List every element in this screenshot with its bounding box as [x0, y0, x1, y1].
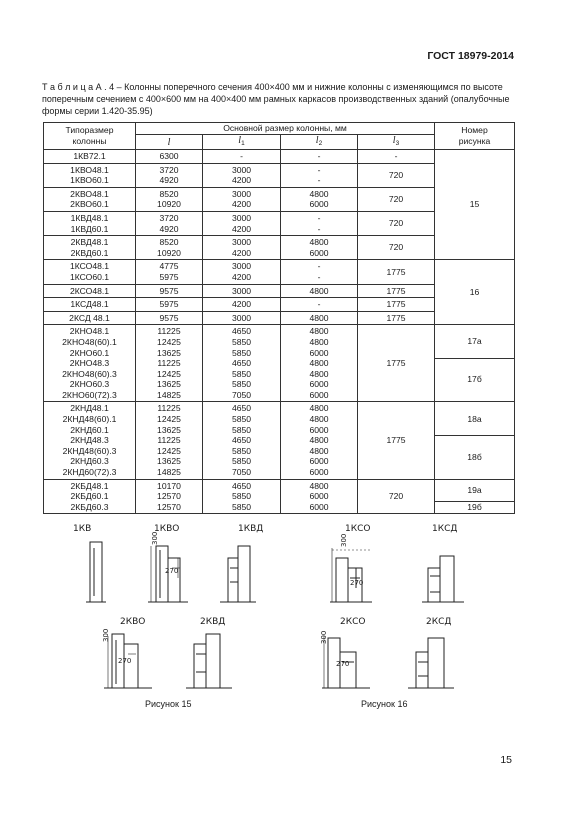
cell-value: 720 — [388, 491, 404, 502]
cell-value: 3000 — [231, 188, 252, 199]
header-l1: $l_1$ — [203, 135, 281, 150]
cell-value: - — [394, 151, 398, 161]
cell-value: 5850 — [231, 445, 252, 456]
cell-value: 13625 — [157, 456, 181, 467]
cell-l — [136, 402, 203, 479]
cell-value: 7050 — [231, 467, 252, 478]
cell-value: 1775 — [386, 358, 406, 369]
cell-value: 4920 — [159, 175, 179, 186]
cell-value: 5975 — [159, 271, 179, 282]
cell-value: 1КСО48.1 — [69, 261, 110, 272]
cell-l1 — [203, 236, 281, 260]
cell-value: 3000 — [231, 237, 252, 248]
cell-l — [136, 284, 203, 298]
table-row — [44, 150, 515, 164]
cell-value: 4650 — [231, 403, 252, 414]
cell-l2 — [281, 402, 358, 479]
cell-value: 1КСД48.1 — [70, 299, 109, 310]
cell-value: 4800 — [309, 445, 329, 456]
cell-l3 — [358, 311, 435, 325]
figure-number: 19а — [435, 480, 514, 502]
table-row — [44, 402, 515, 479]
cell-value: 2КСО48.1 — [69, 285, 110, 296]
cell-figure — [435, 479, 515, 514]
cell-value: 4200 — [231, 223, 252, 234]
column-1ksd-drawing — [422, 556, 464, 602]
cell-value: 4800 — [309, 403, 329, 414]
cell-value: - — [317, 271, 321, 282]
cell-value: 720 — [388, 242, 404, 253]
cell-value: 4200 — [231, 199, 252, 210]
cell-l1 — [203, 479, 281, 514]
table-row — [44, 260, 515, 284]
cell-value: 12425 — [157, 368, 181, 379]
dim-300-row2-fig15: 300 — [102, 628, 110, 642]
figure-number: 17б — [467, 374, 482, 385]
cell-type — [44, 260, 136, 284]
cell-value: - — [317, 175, 321, 186]
cell-value: 4800 — [309, 188, 329, 199]
cell-value: 11225 — [157, 403, 181, 414]
cell-l2 — [281, 311, 358, 325]
label-1kv: 1КВ — [73, 524, 92, 534]
cell-type — [44, 211, 136, 235]
cell-value: 12425 — [157, 336, 181, 347]
cell-l1 — [203, 187, 281, 211]
dim-300-row2-fig16: 300 — [320, 630, 328, 644]
cell-value: 4800 — [309, 312, 329, 323]
cell-value: 2КНД60(72).3 — [62, 467, 117, 478]
cell-value: 4800 — [309, 414, 329, 425]
cell-l2 — [281, 298, 358, 312]
cell-value: 10170 — [157, 480, 181, 491]
cell-l2 — [281, 260, 358, 284]
cell-value: 2КНД48.1 — [70, 403, 109, 414]
cell-l — [136, 311, 203, 325]
cell-type — [44, 236, 136, 260]
label-1ksd: 1КСД — [432, 524, 458, 534]
cell-value: - — [317, 212, 321, 223]
dim-270-row2-fig15: 270 — [118, 657, 132, 665]
cell-l3 — [358, 187, 435, 211]
cell-type — [44, 298, 136, 312]
cell-value: 4800 — [309, 237, 329, 248]
cell-value: 5850 — [231, 379, 252, 390]
header-l3: $l_3$ — [358, 135, 435, 150]
cell-value: 2КНД60.3 — [70, 456, 109, 467]
cell-l3 — [358, 150, 435, 164]
cell-value: 1КСО60.1 — [69, 271, 110, 282]
cell-value: 2КНД48.3 — [70, 435, 109, 446]
cell-l2 — [281, 163, 358, 187]
label-2ksd: 2КСД — [426, 617, 452, 627]
dim-270-fig16: 270 — [350, 579, 364, 587]
cell-l — [136, 298, 203, 312]
cell-value: 4650 — [231, 480, 252, 491]
cell-value: 1КВО60.1 — [70, 175, 109, 186]
label-1kso: 1КСО — [345, 524, 371, 534]
cell-value: 720 — [388, 194, 404, 205]
cell-value: 3720 — [159, 164, 179, 175]
cell-value: 11225 — [157, 435, 181, 446]
cell-l1 — [203, 325, 281, 402]
header-main-size: Основной размер колонны, мм — [136, 123, 435, 135]
header-l2: $l_2$ — [281, 135, 358, 150]
cell-value: 4200 — [231, 271, 252, 282]
cell-value: 5975 — [159, 299, 179, 310]
cell-l — [136, 163, 203, 187]
cell-value: 10920 — [157, 247, 181, 258]
cell-value: 13625 — [157, 424, 181, 435]
figure-number: 19б — [467, 502, 482, 513]
cell-value: 12425 — [157, 414, 181, 425]
cell-l1 — [203, 260, 281, 284]
cell-type — [44, 163, 136, 187]
dim-300-fig15: 300 — [151, 531, 159, 545]
cell-value: 6000 — [309, 501, 329, 512]
page-number: 15 — [500, 754, 512, 766]
figure-row-2-drawing — [90, 630, 480, 696]
cell-value: 2КНО48.3 — [69, 358, 110, 369]
cell-value: 4800 — [309, 285, 329, 296]
dim-270-row2-fig16: 270 — [336, 660, 350, 668]
cell-value: 4200 — [231, 175, 252, 186]
cell-figure: 16 — [435, 260, 515, 325]
cell-value: 6000 — [309, 199, 329, 210]
cell-l3 — [358, 479, 435, 514]
cell-value: - — [317, 151, 321, 161]
cell-l1 — [203, 163, 281, 187]
cell-type — [44, 311, 136, 325]
cell-l1 — [203, 150, 281, 164]
cell-value: 1775 — [386, 266, 406, 277]
cell-value: 4800 — [309, 326, 329, 337]
cell-value: 2КВО60.1 — [70, 199, 109, 210]
cell-value: 6000 — [309, 347, 329, 358]
column-1kv-drawing — [86, 542, 106, 602]
column-1kvd-drawing — [220, 546, 256, 602]
cell-value: 13625 — [157, 379, 181, 390]
cell-value: 5850 — [231, 414, 252, 425]
cell-l1 — [203, 211, 281, 235]
cell-figure — [435, 325, 515, 402]
figure-16-caption: Рисунок 16 — [361, 699, 408, 709]
cell-value: 4200 — [231, 299, 252, 310]
cell-value: 8520 — [159, 237, 179, 248]
header-l: l — [136, 135, 203, 150]
cell-l3 — [358, 298, 435, 312]
cell-value: 11225 — [157, 358, 181, 369]
cell-type — [44, 325, 136, 402]
cell-l2 — [281, 284, 358, 298]
column-1kso-drawing — [330, 548, 372, 602]
cell-value: 5850 — [231, 456, 252, 467]
cell-value: 3000 — [231, 164, 252, 175]
table-caption-label: Т а б л и ц а А . 4 — [42, 82, 115, 92]
cell-l — [136, 325, 203, 402]
cell-value: 4800 — [309, 480, 329, 491]
cell-value: 5850 — [231, 368, 252, 379]
cell-value: 720 — [388, 218, 404, 229]
cell-value: 12570 — [157, 501, 181, 512]
cell-value: 3000 — [231, 285, 252, 296]
cell-value: 2КБД48.1 — [70, 480, 109, 491]
cell-value: 1КВО48.1 — [70, 164, 109, 175]
cell-l — [136, 211, 203, 235]
figure-number: 17а — [435, 326, 514, 359]
cell-value: 2КНО60.1 — [69, 347, 110, 358]
cell-value: 2КВД60.1 — [70, 247, 109, 258]
cell-value: 3720 — [159, 212, 179, 223]
cell-l2 — [281, 211, 358, 235]
cell-value: 2КБД60.1 — [70, 491, 109, 502]
cell-value: 5850 — [231, 491, 252, 502]
column-2ksd-drawing — [408, 638, 454, 688]
cell-l3 — [358, 402, 435, 479]
cell-value: 4650 — [231, 435, 252, 446]
cell-value: 6000 — [309, 467, 329, 478]
table-body — [44, 150, 515, 514]
column-2kvd-drawing — [186, 634, 232, 688]
cell-value: 5850 — [231, 347, 252, 358]
cell-value: 4800 — [309, 336, 329, 347]
figure-15-caption: Рисунок 15 — [145, 699, 192, 709]
cell-l3 — [358, 260, 435, 284]
cell-value: 5850 — [231, 336, 252, 347]
cell-value: 1775 — [386, 285, 406, 296]
cell-value: 6000 — [309, 424, 329, 435]
cell-l2 — [281, 187, 358, 211]
cell-l1 — [203, 311, 281, 325]
cell-value: 4920 — [159, 223, 179, 234]
cell-value: 8520 — [159, 188, 179, 199]
cell-type — [44, 150, 136, 164]
cell-value: 1КВД60.1 — [70, 223, 109, 234]
cell-value: 6000 — [309, 379, 329, 390]
cell-l3 — [358, 211, 435, 235]
table-row — [44, 325, 515, 402]
cell-value: 3000 — [231, 212, 252, 223]
cell-l2 — [281, 325, 358, 402]
cell-value: 1КВ72.1 — [73, 151, 106, 161]
cell-value: 6000 — [309, 456, 329, 467]
cell-l — [136, 260, 203, 284]
cell-value: 6300 — [159, 151, 179, 161]
label-1kvd: 1КВД — [238, 524, 264, 534]
cell-value: 2КНО48(60).1 — [62, 336, 117, 347]
cell-value: 2КНД60.1 — [70, 424, 109, 435]
cell-value: 5850 — [231, 501, 252, 512]
label-2kvo: 2КВО — [120, 617, 146, 627]
cell-value: - — [317, 164, 321, 175]
dim-270-fig15: 270 — [165, 567, 179, 575]
cell-value: 2КНД48(60).1 — [62, 414, 117, 425]
cell-l2 — [281, 479, 358, 514]
cell-value: 4800 — [309, 368, 329, 379]
table-caption-text: – Колонны поперечного сечения 400×400 мм и нижние колонны с изменяющимся по высоте поперечным сечением с 400×600 мм на 400×400 мм рамных каркасов производственных зданий (опалубочные формы серии 1.420-35.95) — [42, 82, 510, 116]
cell-type — [44, 479, 136, 514]
cell-l3 — [358, 236, 435, 260]
cell-value: 6000 — [309, 491, 329, 502]
cell-type — [44, 284, 136, 298]
cell-value: 13625 — [157, 347, 181, 358]
table-row — [44, 479, 515, 514]
cell-figure: 15 — [435, 150, 515, 260]
cell-l3 — [358, 284, 435, 298]
cell-l1 — [203, 298, 281, 312]
label-2kso: 2КСО — [340, 617, 366, 627]
cell-value: 1775 — [386, 312, 406, 323]
cell-value: 2КНО48.1 — [69, 326, 110, 337]
cell-value: 2КНО60(72).3 — [62, 389, 117, 400]
cell-value: 4800 — [309, 435, 329, 446]
cell-value: 14825 — [157, 467, 181, 478]
cell-l1 — [203, 284, 281, 298]
cell-value: 3000 — [231, 312, 252, 323]
cell-value: 2КСД 48.1 — [69, 312, 110, 323]
cell-value: 2КБД60.3 — [70, 501, 109, 512]
document-code: ГОСТ 18979-2014 — [427, 50, 514, 62]
header-figure-number: Номер рисунка — [435, 123, 515, 150]
cell-value: 2КНО60.3 — [69, 379, 110, 390]
cell-l2 — [281, 150, 358, 164]
label-2kvd: 2КВД — [200, 617, 226, 627]
cell-value: 7050 — [231, 389, 252, 400]
cell-l3 — [358, 325, 435, 402]
cell-value: 4650 — [231, 358, 252, 369]
table-caption — [42, 81, 514, 117]
cell-l2 — [281, 236, 358, 260]
cell-value: 10920 — [157, 199, 181, 210]
cell-value: 720 — [388, 169, 404, 180]
cell-value: 4650 — [231, 326, 252, 337]
cell-figure — [435, 402, 515, 479]
cell-l3 — [358, 163, 435, 187]
cell-value: 1КВД48.1 — [70, 212, 109, 223]
cell-value: 2КНД48(60).3 — [62, 445, 117, 456]
cell-l — [136, 187, 203, 211]
cell-value: 4800 — [309, 358, 329, 369]
header-type: Типоразмер колонны — [44, 123, 136, 150]
cell-l — [136, 479, 203, 514]
cell-value: 6000 — [309, 247, 329, 258]
label-1kvo: 1КВО — [154, 524, 180, 534]
cell-value: 9575 — [159, 285, 179, 296]
cell-value: 12425 — [157, 445, 181, 456]
cell-l1 — [203, 402, 281, 479]
cell-value: 6000 — [309, 389, 329, 400]
cell-value: 1775 — [386, 435, 406, 446]
cell-value: - — [317, 261, 321, 272]
cell-value: 1775 — [386, 299, 406, 310]
cell-value: - — [240, 151, 243, 161]
figure-row-1-drawing — [60, 538, 520, 614]
cell-value: 14825 — [157, 389, 181, 400]
cell-value: 12570 — [157, 491, 181, 502]
cell-type — [44, 187, 136, 211]
cell-value: 3000 — [231, 261, 252, 272]
cell-value: 11225 — [157, 326, 181, 337]
cell-value: 5850 — [231, 424, 252, 435]
cell-type — [44, 402, 136, 479]
cell-value: 2КНО48(60).3 — [62, 368, 117, 379]
cell-value: 4200 — [231, 247, 252, 258]
columns-table — [43, 122, 515, 514]
figure-number: 18а — [435, 403, 514, 436]
cell-value: - — [317, 299, 321, 310]
figure-number: 18б — [467, 451, 482, 462]
cell-l — [136, 150, 203, 164]
dim-300-fig16: 300 — [340, 533, 348, 547]
cell-value: 2КВО48.1 — [70, 188, 109, 199]
cell-value: 4775 — [159, 261, 179, 272]
cell-l — [136, 236, 203, 260]
cell-value: - — [317, 223, 321, 234]
cell-value: 2КВД48.1 — [70, 237, 109, 248]
cell-value: 9575 — [159, 312, 179, 323]
